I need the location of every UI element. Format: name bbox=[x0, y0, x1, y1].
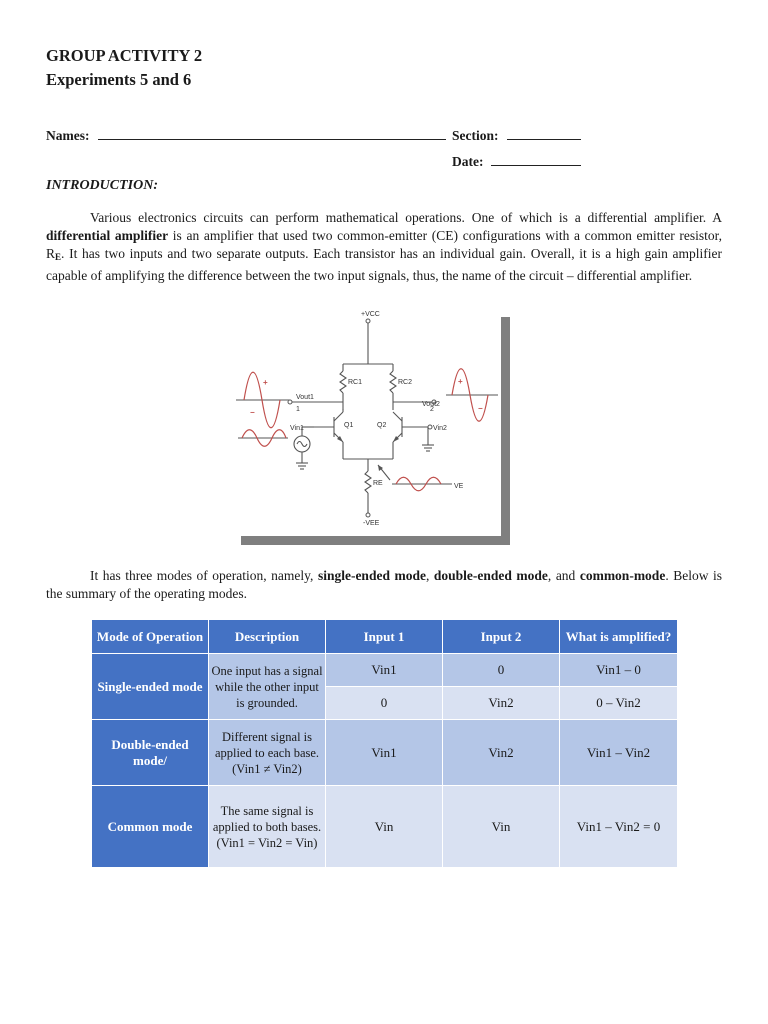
desc-single-ended: One input has a signal while the other input is grounded. bbox=[209, 654, 326, 720]
cell-input2: Vin bbox=[443, 786, 560, 868]
section-label: Section: bbox=[452, 128, 499, 143]
vout1-minus-sign: − bbox=[250, 408, 255, 417]
node2-label: 2 bbox=[430, 406, 434, 413]
mode-double-ended: Double-ended mode/ bbox=[92, 720, 209, 786]
document-title: GROUP ACTIVITY 2 bbox=[46, 46, 203, 65]
table-header-row bbox=[92, 620, 678, 654]
desc-common: The same signal is applied to both bases. (Vin1 = Vin2 = Vin) bbox=[209, 786, 326, 868]
term-common-mode: common-mode bbox=[579, 568, 666, 583]
introduction-paragraph: Various electronics circuits can perform mathematical operations. One of which is a differential amplifier. A differential amplifier is an amplifier that used two common-emitter (CE) configurations with a common emitter resistor, $R_E$. It has two inputs and two separate outputs. Each transistor has an individual gain. Overall, it is a high gain amplifier capable of amplifying the difference between the two input signals, thus, the name of the circuit – differential amplifier. bbox=[46, 210, 723, 283]
introduction-heading: INTRODUCTION: bbox=[46, 178, 158, 193]
header-mode: Mode of Operation bbox=[92, 620, 209, 654]
vout2-plus-sign: + bbox=[458, 377, 463, 386]
operating-modes-table bbox=[91, 619, 678, 868]
cell-input2: Vin2 bbox=[443, 720, 560, 786]
header-amplified: What is amplified? bbox=[560, 620, 678, 654]
ve-label: VE bbox=[454, 483, 464, 490]
table-row bbox=[92, 720, 678, 786]
q1-label: Q1 bbox=[344, 422, 354, 429]
vout2-label: Vout2 bbox=[422, 401, 440, 408]
re-resistor bbox=[365, 471, 371, 493]
cell-amplified: Vin1 – Vin2 bbox=[560, 720, 678, 786]
rc1-label: RC1 bbox=[348, 379, 363, 386]
names-field[interactable] bbox=[98, 127, 446, 140]
differential-amplifier-circuit-figure bbox=[230, 305, 515, 548]
cell-amplified: Vin1 – 0 bbox=[560, 654, 678, 687]
vcc-label: +VCC bbox=[361, 311, 380, 318]
section-field[interactable] bbox=[507, 127, 581, 140]
header-description: Description bbox=[209, 620, 326, 654]
vout1-plus-sign: + bbox=[263, 378, 268, 387]
cell-input1: Vin1 bbox=[326, 720, 443, 786]
vout2-minus-sign: − bbox=[478, 404, 483, 413]
header-input2: Input 2 bbox=[443, 620, 560, 654]
rc1-resistor bbox=[340, 371, 346, 393]
desc-double-ended: Different signal is applied to each base. (Vin1 ≠ Vin2) bbox=[209, 720, 326, 786]
figure-frame-right bbox=[501, 317, 510, 545]
q2-label: Q2 bbox=[377, 422, 387, 429]
date-label: Date: bbox=[452, 154, 484, 169]
figure-frame-bottom bbox=[241, 536, 510, 545]
mode-common: Common mode bbox=[92, 786, 209, 868]
table-row bbox=[92, 786, 678, 868]
cell-input2: 0 bbox=[443, 654, 560, 687]
vee-label: -VEE bbox=[363, 520, 380, 527]
cell-input1: 0 bbox=[326, 687, 443, 720]
term-differential-amplifier: differential amplifier bbox=[46, 228, 169, 244]
rc2-label: RC2 bbox=[398, 379, 413, 386]
term-single-ended-mode: single-ended mode bbox=[317, 568, 426, 583]
modes-paragraph: It has three modes of operation, namely, single-ended mode, double-ended mode, and common-mode. Below is the summary of the operating modes. bbox=[46, 568, 722, 602]
names-label: Names: bbox=[46, 128, 90, 143]
cell-input2: Vin2 bbox=[443, 687, 560, 720]
vin2-label: Vin2 bbox=[433, 425, 447, 432]
cell-amplified: Vin1 – Vin2 = 0 bbox=[560, 786, 678, 868]
re-label: RE bbox=[373, 480, 383, 487]
document-subtitle: Experiments 5 and 6 bbox=[46, 70, 192, 89]
cell-input1: Vin bbox=[326, 786, 443, 868]
mode-single-ended: Single-ended mode bbox=[92, 654, 209, 720]
names-row bbox=[46, 127, 446, 145]
node1-label: 1 bbox=[296, 406, 300, 413]
date-row bbox=[452, 153, 581, 171]
cell-amplified: 0 – Vin2 bbox=[560, 687, 678, 720]
vout1-label: Vout1 bbox=[296, 394, 314, 401]
section-row bbox=[452, 127, 581, 145]
header-input1: Input 1 bbox=[326, 620, 443, 654]
cell-input1: Vin1 bbox=[326, 654, 443, 687]
rc2-resistor bbox=[390, 371, 396, 393]
date-field[interactable] bbox=[491, 153, 581, 166]
vin1-label: Vin1 bbox=[290, 425, 304, 432]
term-double-ended-mode: double-ended mode bbox=[433, 568, 548, 583]
table-row bbox=[92, 654, 678, 687]
